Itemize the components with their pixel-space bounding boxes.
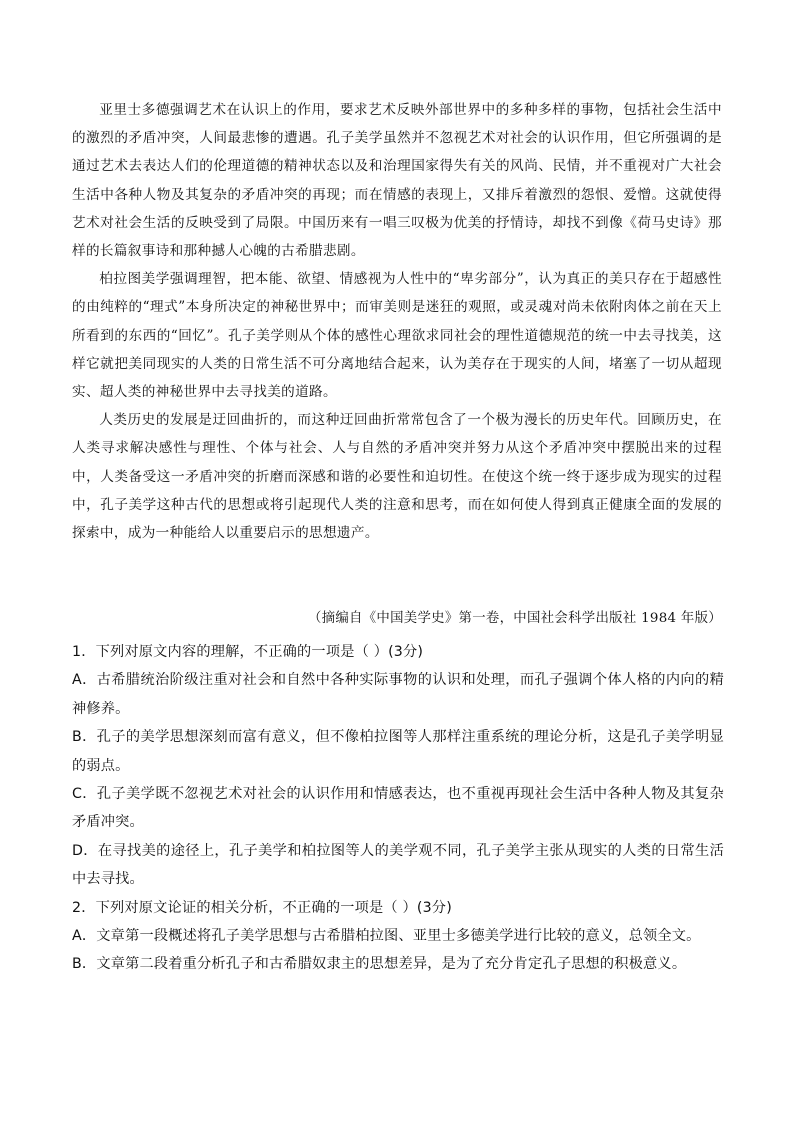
question-2 [72, 894, 724, 979]
question-stem: 2．下列对原文论证的相关分析，不正确的一项是（ ）(3分) [72, 899, 452, 916]
reading-passage [72, 96, 722, 547]
passage-paragraph-2: 柏拉图美学强调理智，把本能、欲望、情感视为人性中的“卑劣部分”，认为真正的美只存在于超感性的由纯粹的“理式”本身所决定的神秘世界中；而审美则是迷狂的观照，或灵魂对尚未依附肉体之前在天上所看到的东西的“回忆”。孔子美学则从个体的感性心理欲求同社会的理性道德规范的统一中去寻找美，这样它就把美同现实的人类的日常生活不可分离地结合起来，认为美存在于现实的人间，堵塞了一切从超现实、超人类的神秘世界中去寻找美的道路。 [72, 271, 722, 401]
question-1 [72, 638, 724, 894]
option-d: D．在寻找美的途径上，孔子美学和柏拉图等人的美学观不同，孔子美学主张从现实的人类的日常生活中去寻找。 [72, 842, 724, 888]
option-b: B．文章第二段着重分析孔子和古希腊奴隶主的思想差异，是为了充分肯定孔子思想的积极意义。 [72, 956, 687, 973]
passage-paragraph-1: 亚里士多德强调艺术在认识上的作用，要求艺术反映外部世界中的多种多样的事物，包括社会生活中的激烈的矛盾冲突，人间最悲惨的遭遇。孔子美学虽然并不忽视艺术对社会的认识作用，但它所强调的是通过艺术去表达人们的伦理道德的精神状态以及和治理国家得失有关的风尚、民情，并不重视对广大社会生活中各种人物及其复杂的矛盾冲突的再现；而在情感的表现上，又排斥着激烈的怨恨、爱憎。这就使得艺术对社会生活的反映受到了局限。中国历来有一唱三叹极为优美的抒情诗，却找不到像《荷马史诗》那样的长篇叙事诗和那种撼人心魄的古希腊悲剧。 [72, 102, 722, 260]
option-c: C．孔子美学既不忽视艺术对社会的认识作用和情感表达，也不重视再现社会生活中各种人物及其复杂矛盾冲突。 [72, 786, 724, 831]
option-a: A．文章第一段概述将孔子美学思想与古希腊柏拉图、亚里士多德美学进行比较的意义，总领全文。 [72, 928, 701, 945]
option-b: B．孔子的美学思想深刻而富有意义，但不像柏拉图等人那样注重系统的理论分析，这是孔子美学明显的弱点。 [72, 729, 724, 774]
question-stem: 1．下列对原文内容的理解，不正确的一项是（ ）(3分) [72, 644, 424, 660]
option-a: A．古希腊统治阶级注重对社会和自然中各种实际事物的认识和处理，而孔子强调个体人格的内向的精神修养。 [72, 672, 724, 717]
passage-source-citation: （摘编自《中国美学史》第一卷，中国社会科学出版社 1984 年版） [307, 611, 722, 626]
question-list [72, 638, 724, 979]
passage-paragraph-3: 人类历史的发展是迂回曲折的，而这种迂回曲折常常包含了一个极为漫长的历史年代。回顾历史，在人类寻求解决感性与理性、个体与社会、人与自然的矛盾冲突并努力从这个矛盾冲突中摆脱出来的过程中，人类备受这一矛盾冲突的折磨而深感和谐的必要性和迫切性。在使这个统一终于逐步成为现实的过程中，孔子美学这种古代的思想或将引起现代人类的注意和思考，而在如何使人得到真正健康全面的发展的探索中，成为一种能给人以重要启示的思想遗产。 [72, 412, 722, 542]
